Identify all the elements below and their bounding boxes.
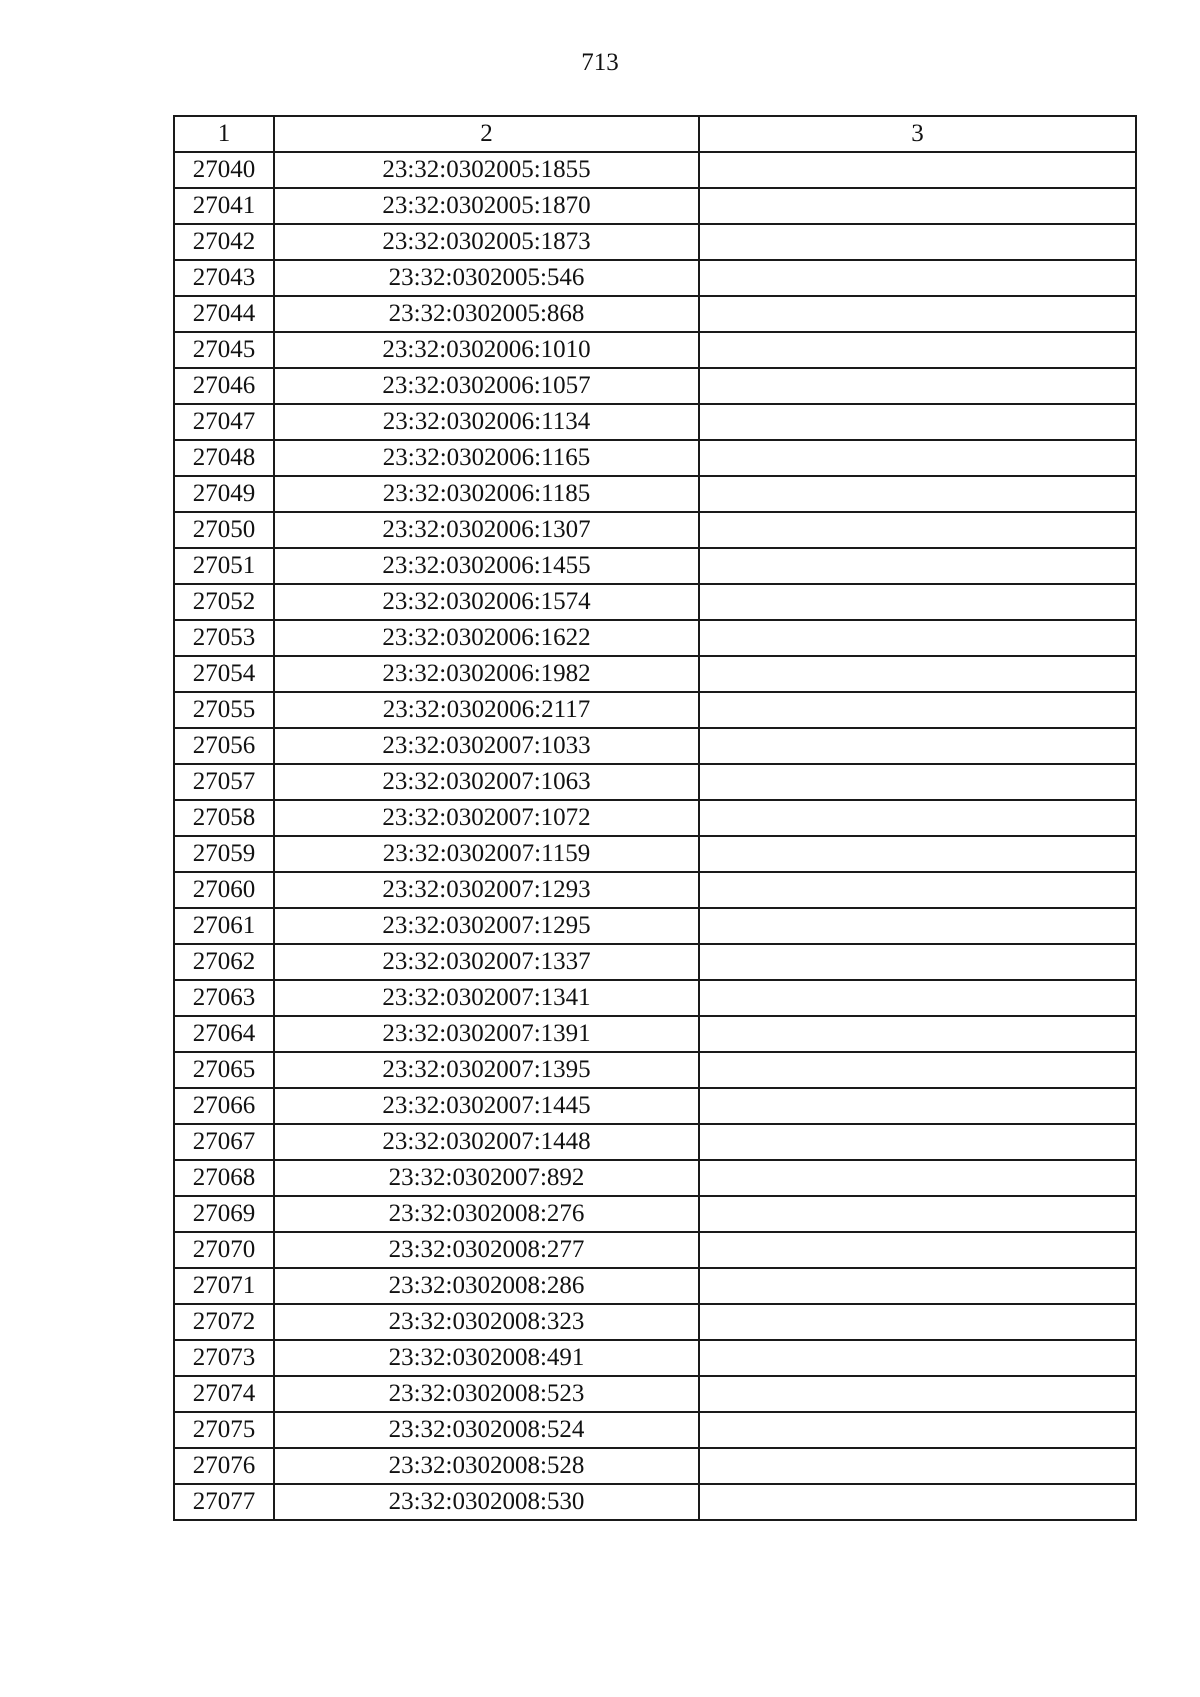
cadastral-number-cell: 23:32:0302008:286 [274,1268,699,1304]
notes-cell [699,332,1136,368]
row-number-cell: 27048 [174,440,274,476]
table-row [174,1412,1136,1448]
notes-cell [699,188,1136,224]
notes-cell [699,548,1136,584]
row-number-cell: 27053 [174,620,274,656]
notes-cell [699,296,1136,332]
cadastral-number-cell: 23:32:0302007:1395 [274,1052,699,1088]
table-row [174,1376,1136,1412]
cadastral-number-cell: 23:32:0302006:1307 [274,512,699,548]
row-number-cell: 27064 [174,1016,274,1052]
notes-cell [699,152,1136,188]
row-number-cell: 27056 [174,728,274,764]
row-number-cell: 27061 [174,908,274,944]
cadastral-number-cell: 23:32:0302007:1341 [274,980,699,1016]
table-row [174,980,1136,1016]
notes-cell [699,1016,1136,1052]
table-row [174,1088,1136,1124]
table-row [174,260,1136,296]
notes-cell [699,584,1136,620]
table-row [174,152,1136,188]
row-number-cell: 27077 [174,1484,274,1520]
cadastral-number-cell: 23:32:0302007:1033 [274,728,699,764]
notes-cell [699,476,1136,512]
notes-cell [699,620,1136,656]
row-number-cell: 27045 [174,332,274,368]
notes-cell [699,872,1136,908]
cadastral-number-cell: 23:32:0302006:1057 [274,368,699,404]
table-row [174,1196,1136,1232]
cadastral-number-cell: 23:32:0302008:323 [274,1304,699,1340]
cadastral-number-cell: 23:32:0302006:1455 [274,548,699,584]
notes-cell [699,1412,1136,1448]
cadastral-number-cell: 23:32:0302008:530 [274,1484,699,1520]
table-row [174,1016,1136,1052]
row-number-cell: 27059 [174,836,274,872]
table-row [174,764,1136,800]
row-number-cell: 27074 [174,1376,274,1412]
notes-cell [699,1052,1136,1088]
notes-cell [699,944,1136,980]
notes-cell [699,260,1136,296]
notes-cell [699,1088,1136,1124]
row-number-cell: 27071 [174,1268,274,1304]
cadastral-number-cell: 23:32:0302005:1870 [274,188,699,224]
table-row [174,656,1136,692]
notes-cell [699,1304,1136,1340]
row-number-cell: 27047 [174,404,274,440]
cadastral-number-cell: 23:32:0302006:1982 [274,656,699,692]
table-body [174,152,1136,1520]
cadastral-number-cell: 23:32:0302007:1293 [274,872,699,908]
notes-cell [699,1124,1136,1160]
cadastral-number-cell: 23:32:0302006:2117 [274,692,699,728]
cadastral-number-cell: 23:32:0302005:1873 [274,224,699,260]
table-row [174,548,1136,584]
notes-cell [699,1448,1136,1484]
row-number-cell: 27067 [174,1124,274,1160]
row-number-cell: 27052 [174,584,274,620]
cadastral-number-cell: 23:32:0302007:1337 [274,944,699,980]
table-row [174,296,1136,332]
cadastral-number-cell: 23:32:0302007:892 [274,1160,699,1196]
cadastral-number-cell: 23:32:0302008:528 [274,1448,699,1484]
row-number-cell: 27057 [174,764,274,800]
row-number-cell: 27065 [174,1052,274,1088]
row-number-cell: 27042 [174,224,274,260]
row-number-cell: 27070 [174,1232,274,1268]
table-row [174,692,1136,728]
cadastral-number-cell: 23:32:0302006:1185 [274,476,699,512]
table-row [174,836,1136,872]
notes-cell [699,728,1136,764]
cadastral-number-cell: 23:32:0302007:1448 [274,1124,699,1160]
notes-cell [699,800,1136,836]
row-number-cell: 27051 [174,548,274,584]
row-number-cell: 27050 [174,512,274,548]
notes-cell [699,1484,1136,1520]
row-number-cell: 27076 [174,1448,274,1484]
notes-cell [699,1160,1136,1196]
cadastral-number-cell: 23:32:0302008:277 [274,1232,699,1268]
header-cell-3: 3 [699,116,1136,152]
notes-cell [699,224,1136,260]
table-row [174,332,1136,368]
row-number-cell: 27066 [174,1088,274,1124]
notes-cell [699,908,1136,944]
row-number-cell: 27054 [174,656,274,692]
row-number-cell: 27040 [174,152,274,188]
notes-cell [699,404,1136,440]
row-number-cell: 27068 [174,1160,274,1196]
cadastral-number-cell: 23:32:0302006:1622 [274,620,699,656]
page-number: 713 [581,49,619,76]
notes-cell [699,764,1136,800]
table-row [174,1304,1136,1340]
notes-cell [699,1232,1136,1268]
row-number-cell: 27063 [174,980,274,1016]
row-number-cell: 27055 [174,692,274,728]
table-row [174,440,1136,476]
table-row [174,872,1136,908]
registry-table [173,115,1137,1521]
table-row [174,1160,1136,1196]
notes-cell [699,1196,1136,1232]
table-row [174,404,1136,440]
table-row [174,584,1136,620]
cadastral-number-cell: 23:32:0302007:1295 [274,908,699,944]
table-row [174,188,1136,224]
notes-cell [699,512,1136,548]
table-row [174,1232,1136,1268]
cadastral-number-cell: 23:32:0302007:1063 [274,764,699,800]
cadastral-number-cell: 23:32:0302006:1574 [274,584,699,620]
table-row [174,728,1136,764]
header-cell-1: 1 [174,116,274,152]
row-number-cell: 27060 [174,872,274,908]
table-row [174,512,1136,548]
table-row [174,944,1136,980]
cadastral-number-cell: 23:32:0302008:523 [274,1376,699,1412]
cadastral-number-cell: 23:32:0302006:1165 [274,440,699,476]
row-number-cell: 27073 [174,1340,274,1376]
row-number-cell: 27058 [174,800,274,836]
row-number-cell: 27072 [174,1304,274,1340]
table-row [174,1340,1136,1376]
cadastral-number-cell: 23:32:0302006:1010 [274,332,699,368]
notes-cell [699,836,1136,872]
row-number-cell: 27069 [174,1196,274,1232]
table-row [174,1448,1136,1484]
notes-cell [699,1340,1136,1376]
notes-cell [699,656,1136,692]
table-row [174,800,1136,836]
row-number-cell: 27041 [174,188,274,224]
header-row [174,116,1136,152]
notes-cell [699,1268,1136,1304]
notes-cell [699,692,1136,728]
cadastral-number-cell: 23:32:0302005:868 [274,296,699,332]
table-row [174,368,1136,404]
cadastral-number-cell: 23:32:0302008:276 [274,1196,699,1232]
cadastral-number-cell: 23:32:0302007:1072 [274,800,699,836]
table-row [174,1484,1136,1520]
notes-cell [699,1376,1136,1412]
row-number-cell: 27046 [174,368,274,404]
notes-cell [699,368,1136,404]
table-row [174,620,1136,656]
cadastral-number-cell: 23:32:0302007:1391 [274,1016,699,1052]
cadastral-number-cell: 23:32:0302005:1855 [274,152,699,188]
table-row [174,1052,1136,1088]
cadastral-number-cell: 23:32:0302006:1134 [274,404,699,440]
row-number-cell: 27049 [174,476,274,512]
table-row [174,1124,1136,1160]
cadastral-number-cell: 23:32:0302005:546 [274,260,699,296]
cadastral-number-cell: 23:32:0302007:1159 [274,836,699,872]
cadastral-number-cell: 23:32:0302008:524 [274,1412,699,1448]
header-cell-2: 2 [274,116,699,152]
row-number-cell: 27044 [174,296,274,332]
row-number-cell: 27075 [174,1412,274,1448]
table-row [174,476,1136,512]
notes-cell [699,440,1136,476]
cadastral-number-cell: 23:32:0302007:1445 [274,1088,699,1124]
table-row [174,224,1136,260]
notes-cell [699,980,1136,1016]
row-number-cell: 27062 [174,944,274,980]
row-number-cell: 27043 [174,260,274,296]
table-row [174,1268,1136,1304]
cadastral-number-cell: 23:32:0302008:491 [274,1340,699,1376]
table-header [174,116,1136,152]
table-row [174,908,1136,944]
